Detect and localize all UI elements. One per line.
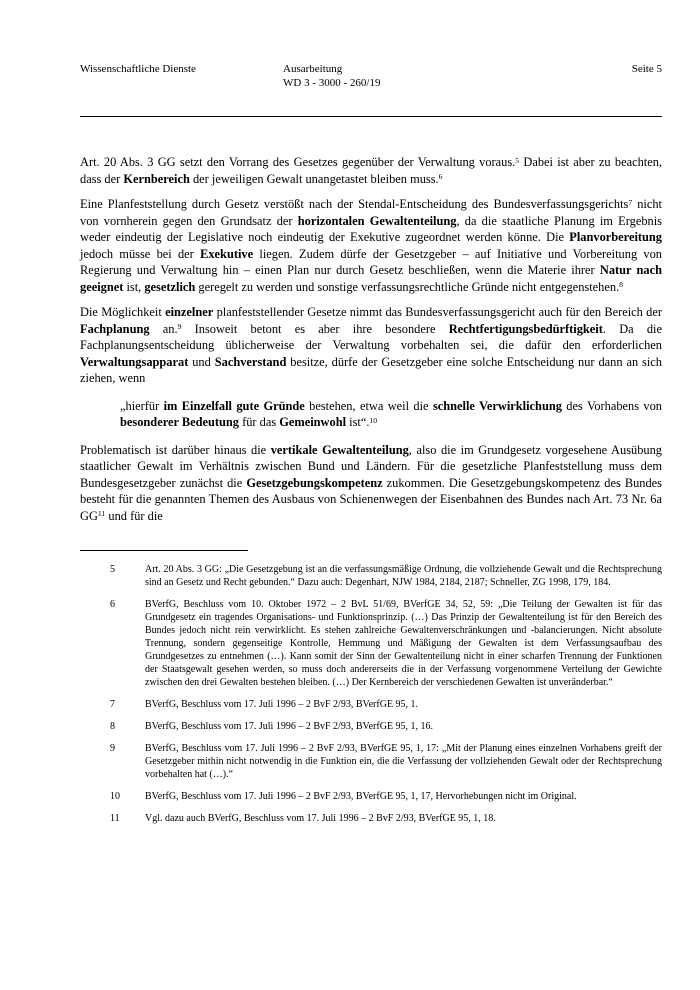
body-text: nicht von vornherein gegen den Grundsatz der [80, 197, 662, 228]
emphasis-text: Verwaltungsapparat [80, 354, 189, 369]
footnotes [80, 563, 662, 825]
footnote [80, 742, 662, 781]
footnote-text: BVerfG, Beschluss vom 17. Juli 1996 – 2 BvF 2/93, BVerfGE 95, 1, 16. [145, 721, 434, 732]
footnote-text: BVerfG, Beschluss vom 10. Oktober 1972 – 2 BvL 51/69, BVerfGE 34, 52, 59: „Die Teilung der Gewalten ist für das Grundgesetz ein tragendes Organisations- und Funktionsprinzip. (…) Das Prinzip der Gewaltenteilung ist für den Bereich des Bundes jedoch nicht rein verwirklicht. Es stehen zahlreiche Gewaltenverschränkungen und -balancierungen. Nicht absolute Trennung, sondern gegenseitige Kontrolle, Hemmung und Mäßigung der Gewalten ist dem Verfassungsaufbau des Grundgesetzes zu entnehmen (…). Kann somit der Sinn der Gewaltenteilung nicht in einer scharfen Trennung der Funktionen der Staatsgewalt gesehen werden, so muss doch andererseits die in der Verfassung vorgenommene Verteilung der Gewichte zwischen den drei Gewalten bestehen bleiben. (…) Der Kernbereich der verschiedenen Gewalten ist unveränderbar.“ [145, 599, 662, 688]
body-text: für das [239, 415, 280, 429]
footnote-number: 7 [110, 699, 115, 710]
header-org-name: Wissenschaftliche Dienste [80, 63, 196, 75]
footnote [80, 720, 662, 733]
footnote-text: BVerfG, Beschluss vom 17. Juli 1996 – 2 BvF 2/93, BVerfGE 95, 1, 17, Hervorhebungen nicht im Original. [145, 791, 577, 802]
footnote-reference: 9 [177, 322, 182, 332]
emphasis-text: gesetzlich [144, 279, 196, 294]
body-text: planfeststellender Gesetze nimmt das Bundesverfassungsgericht auch für den Bereich der [213, 305, 662, 319]
body-text: Art. 20 Abs. 3 GG setzt den Vorrang des Gesetzes gegenüber der Verwaltung voraus. [80, 155, 516, 169]
emphasis-text: Planvorbereitung [569, 230, 662, 244]
footnote-number: 11 [110, 813, 120, 824]
footnote [80, 812, 662, 825]
emphasis-text: Fachplanung [80, 321, 150, 336]
emphasis-text: Exekutive [200, 246, 254, 261]
emphasis-text: im Einzelfall gute Gründe [163, 398, 305, 413]
body-text: des Vorhabens von [561, 398, 663, 413]
body-text: , da die staatliche Planung im Ergebnis weder eindeutig der Legislative noch eindeutig der Exekutive zugeordnet werden könne. Die [80, 213, 662, 244]
header-doc-info [283, 62, 380, 90]
paragraph [80, 154, 662, 187]
footnote-number: 8 [110, 721, 115, 732]
footnote-reference: 10 [369, 415, 378, 425]
footnote-text: BVerfG, Beschluss vom 17. Juli 1996 – 2 BvF 2/93, BVerfGE 95, 1. [145, 699, 419, 710]
body-text: ist“. [346, 415, 370, 429]
body-text: Eine Planfeststellung durch Gesetz verstößt nach der Stendal-Entscheidung des Bundesverfassungsgerichts [80, 197, 629, 211]
footnote [80, 790, 662, 803]
footnote-reference: 5 [515, 155, 520, 165]
header-rule [80, 116, 662, 117]
body-text: jedoch müsse bei der [80, 246, 201, 261]
body-text: „hierfür [120, 398, 164, 413]
header-page-number: Seite 5 [631, 63, 662, 75]
footnote-reference: 6 [438, 172, 443, 182]
page-header [80, 62, 662, 96]
body-text: Dabei ist aber zu beachten, dass der [80, 155, 662, 186]
body-text: besitze, dürfe der Gesetzgeber eine solche Entscheidung nur dann an sich ziehen, wenn [80, 354, 662, 385]
footnote-number: 10 [110, 791, 120, 802]
paragraph [80, 304, 662, 387]
footnote-reference: 11 [97, 509, 106, 519]
footnote-reference: 7 [628, 197, 633, 207]
body-text: ist, [123, 279, 145, 294]
body-text: der jeweiligen Gewalt unangetastet bleiben muss. [189, 171, 439, 186]
emphasis-text: Sachverstand [214, 354, 287, 369]
paragraph [80, 196, 662, 295]
footnote [80, 563, 662, 589]
blockquote [120, 398, 662, 431]
footnote-separator [80, 550, 248, 551]
header-doc-type: Ausarbeitung [283, 63, 343, 75]
emphasis-text: vertikale Gewaltenteilung [270, 442, 409, 457]
footnote-reference: 8 [619, 280, 624, 290]
emphasis-text: Gemeinwohl [279, 415, 347, 429]
footnote-number: 5 [110, 564, 115, 575]
body-text: und [188, 354, 215, 369]
footnote-text: BVerfG, Beschluss vom 17. Juli 1996 – 2 BvF 2/93, BVerfGE 95, 1, 17: „Mit der Planung eines einzelnen Vorhabens greift der Gesetzgeber mithin nicht notwendig in die Funktion ein, die die Verfassung der vollziehenden Gewalt oder der Rechtsprechung vorbehalten hat (…).“ [145, 743, 662, 780]
footnote [80, 598, 662, 689]
body-text: und für die [105, 508, 163, 523]
body-text: an. [149, 321, 178, 336]
body-text: Problematisch ist darüber hinaus die [80, 442, 271, 457]
body-text: , also die im Grundgesetz vorgesehene Ausübung staatlicher Gewalt im Verhältnis zwischen Bund und Ländern. Für die gesetzliche Planfeststellung muss dem Bundesgesetzgeber zunächst die [80, 442, 662, 490]
header-doc-number: WD 3 - 3000 - 260/19 [283, 77, 381, 89]
body-text: geregelt zu werden und sonstige verfassungsrechtliche Gründe nicht entgegenstehen. [195, 279, 620, 294]
emphasis-text: horizontalen Gewaltenteilung [297, 213, 457, 228]
emphasis-text: Rechtfertigungsbedürftigkeit [448, 321, 603, 336]
emphasis-text: Kernbereich [123, 171, 190, 186]
paragraph [80, 442, 662, 525]
emphasis-text: besonderer Bedeutung [120, 415, 239, 429]
footnote [80, 698, 662, 711]
body-text: . Da die Fachplanungsentscheidung üblicherweise der Verwaltung vorbehalten sei, die dafür den erforderlichen [80, 321, 662, 352]
body-paragraphs [80, 154, 662, 524]
emphasis-text: Gesetzgebungskompetenz [246, 475, 383, 490]
footnote-number: 6 [110, 599, 115, 610]
footnote-number: 9 [110, 743, 115, 754]
emphasis-text: Natur nach geeignet [80, 263, 662, 294]
body-text: liegen. Zudem dürfe der Gesetzgeber – auf Initiative und Vorbereitung von Regierung und Verwaltung hin – einen Plan nur durch Gesetz beschließen, wenn die Materie ihrer [80, 246, 663, 277]
footnote-text: Vgl. dazu auch BVerfG, Beschluss vom 17. Juli 1996 – 2 BvF 2/93, BVerfGE 95, 1, 18. [145, 813, 496, 824]
body-text: Die Möglichkeit [80, 305, 166, 319]
body-text: zukommen. Die Gesetzgebungskompetenz des Bundes besteht für die genannten Themen des Ausbaus von Schienenwegen der Eisenbahnen des Bundes nach Art. 73 Nr. 6a GG [80, 475, 662, 523]
emphasis-text: einzelner [165, 305, 214, 319]
body-text: bestehen, etwa weil die [304, 398, 433, 413]
body-text: Insoweit betont es aber ihre besondere [181, 321, 449, 336]
emphasis-text: schnelle Verwirklichung [432, 398, 562, 413]
footnote-text: Art. 20 Abs. 3 GG: „Die Gesetzgebung ist an die verfassungsmäßige Ordnung, die vollziehende Gewalt und die Rechtsprechung sind an Gesetz und Recht gebunden.“ Dazu auch: Degenhart, NJW 1984, 2184, 2187; Schneller, ZG 1998, 179, 184. [145, 564, 662, 588]
